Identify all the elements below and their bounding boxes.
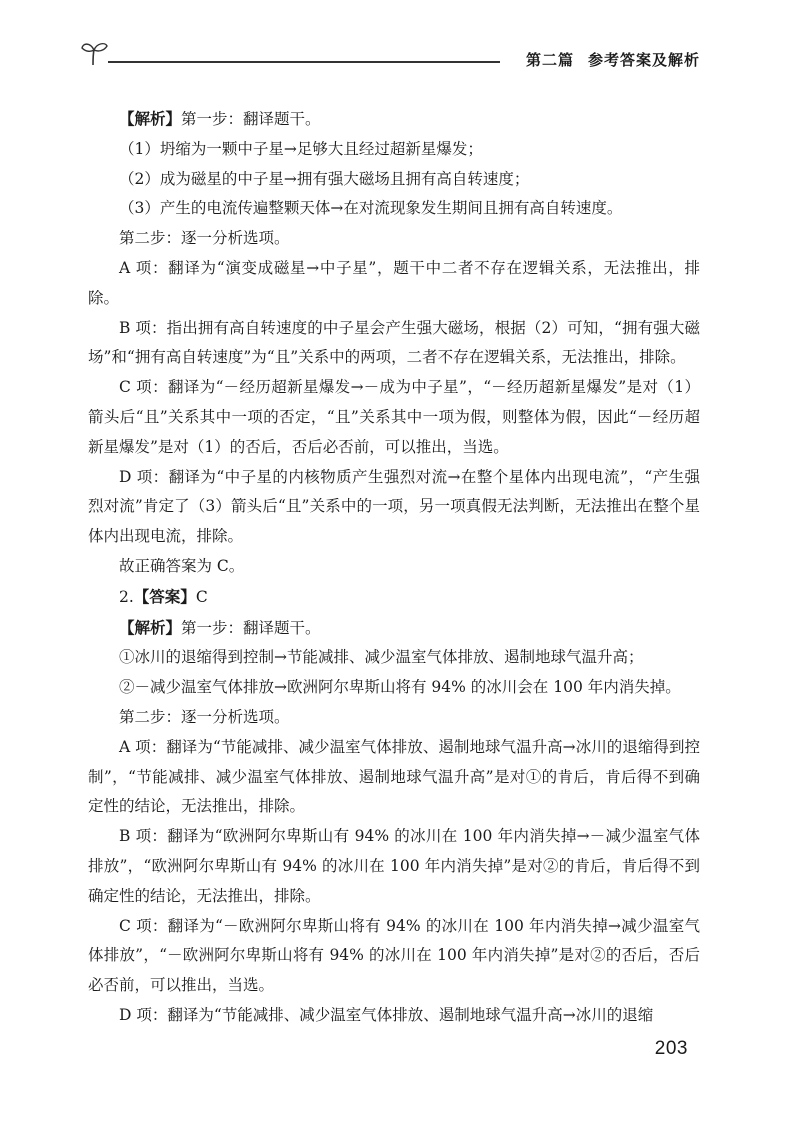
paragraph: 第二步：逐一分析选项。 (119, 707, 290, 726)
paragraph: （3）产生的电流传遍整颗天体→在对流现象发生期间且拥有高自转速度。 (119, 199, 623, 218)
paragraph: 【解析】第一步：翻译题干。 (119, 617, 321, 637)
page-body (88, 104, 700, 1031)
paragraph: A 项：翻译为“演变成磁星→中子星”，题干中二者不存在逻辑关系，无法推出，排除。 (88, 258, 700, 307)
paragraph: D 项：翻译为“节能减排、减少温室气体排放、遏制地球气温升高→冰川的退缩 (119, 1005, 654, 1024)
section-label: 参考答案及解析 (587, 51, 700, 69)
analysis-tag: 【解析】 (119, 109, 182, 128)
paragraph: （2）成为磁星的中子星→拥有强大磁场且拥有高自转速度； (119, 169, 530, 188)
part-label: 第二篇 (525, 51, 574, 69)
header-rule (108, 61, 500, 63)
paragraph: B 项：翻译为“欧洲阿尔卑斯山有 94% 的冰川在 100 年内消失掉→－减少温室气体排放”，“欧洲阿尔卑斯山有 94% 的冰川在 100 年内消失掉”是对②的肯后，肯后得不到确定性的结论，无法推出，排除。 (88, 827, 700, 905)
paragraph: ①冰川的退缩得到控制→节能减排、减少温室气体排放、遏制地球气温升高； (119, 648, 644, 667)
page-header (80, 40, 700, 74)
answer-tag: 【答案】 (133, 586, 196, 606)
paragraph: ②－减少温室气体排放→欧洲阿尔卑斯山将有 94% 的冰川会在 100 年内消失掉。 (119, 678, 681, 697)
analysis-tag: 【解析】 (119, 617, 182, 637)
page-number: 203 (654, 1038, 688, 1059)
paragraph: （1）坍缩为一颗中子星→足够大且经过超新星爆发； (119, 139, 483, 158)
paragraph (88, 582, 700, 613)
answer-value: C (195, 587, 208, 606)
paragraph: B 项：指出拥有高自转速度的中子星会产生强大磁场，根据（2）可知，“拥有强大磁场”和“拥有高自转速度”为“且”关系中的两项，二者不存在逻辑关系，无法推出，排除。 (88, 318, 700, 367)
question-number: 2. (119, 587, 134, 606)
paragraph: 【解析】第一步：翻译题干。 (119, 109, 321, 128)
section-title (526, 49, 700, 70)
paragraph: A 项：翻译为“节能减排、减少温室气体排放、遏制地球气温升高→冰川的退缩得到控制”，“节能减排、减少温室气体排放、遏制地球气温升高”是对①的肯后，肯后得不到确定性的结论，无法推出，排除。 (88, 737, 700, 816)
paragraph: D 项：翻译为“中子星的内核物质产生强烈对流→在整个星体内出现电流”，“产生强烈对流”肯定了（3）箭头后“且”关系中的一项，另一项真假无法判断，无法推出在整个星体内出现电流，排除。 (88, 467, 700, 546)
paragraph: C 项：翻译为“－经历超新星爆发→－成为中子星”，“－经历超新星爆发”是对（1）箭头后“且”关系其中一项的否定，“且”关系其中一项为假，则整体为假，因此“－经历超新星爆发”是对（1）的否后，否后必否前，可以推出，当选。 (88, 378, 700, 456)
sprout-icon (80, 40, 110, 66)
paragraph: 第二步：逐一分析选项。 (119, 229, 290, 248)
paragraph: C 项：翻译为“－欧洲阿尔卑斯山将有 94% 的冰川在 100 年内消失掉→减少温室气体排放”，“－欧洲阿尔卑斯山将有 94% 的冰川在 100 年内消失掉”是对②的否后，否后必否前，可以推出，当选。 (88, 916, 700, 995)
paragraph: 故正确答案为 C。 (119, 556, 245, 575)
